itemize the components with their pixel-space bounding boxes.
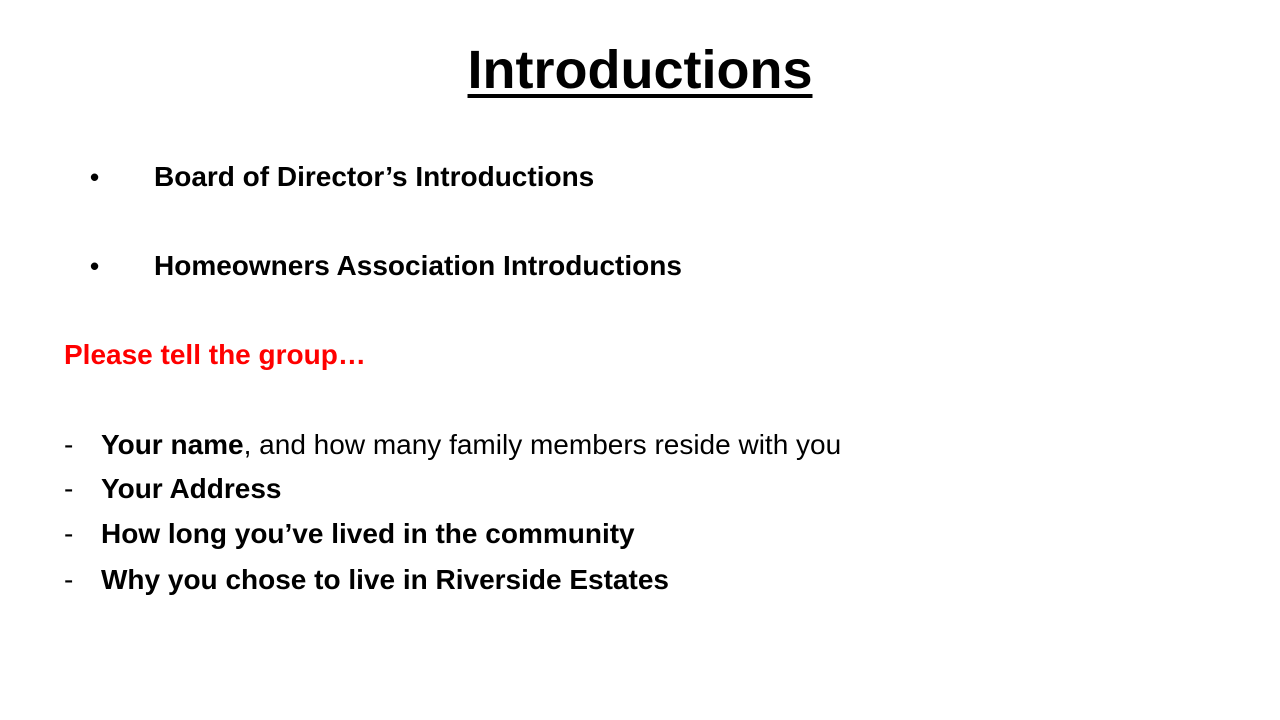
- dash-marker: -: [64, 473, 74, 504]
- bullet-text: Board of Director’s Introductions: [154, 161, 595, 192]
- list-item-text: [101, 560, 669, 600]
- dash-marker: -: [64, 518, 74, 549]
- list-item-text: [101, 469, 281, 509]
- dash-marker: -: [64, 564, 74, 595]
- dash-marker: -: [64, 429, 74, 460]
- bullet-marker: •: [90, 162, 100, 192]
- bullet-marker: •: [90, 251, 100, 281]
- list-item-bold-text: How long you’ve lived in the community: [101, 518, 635, 549]
- list-item-bold-text: Why you chose to live in Riverside Estates: [101, 564, 669, 595]
- slide-title: [0, 38, 1280, 102]
- slide-title-text: Introductions: [467, 40, 813, 100]
- list-item-bold-text: Your name: [101, 429, 244, 460]
- list-item-text: [101, 514, 635, 554]
- prompt-heading: Please tell the group…: [64, 339, 366, 370]
- list-item-bold-text: Your Address: [101, 473, 282, 504]
- bullet-text: Homeowners Association Introductions: [154, 250, 682, 281]
- list-item-rest-text: , and how many family members reside with you: [243, 429, 842, 460]
- list-item-text: [101, 425, 841, 465]
